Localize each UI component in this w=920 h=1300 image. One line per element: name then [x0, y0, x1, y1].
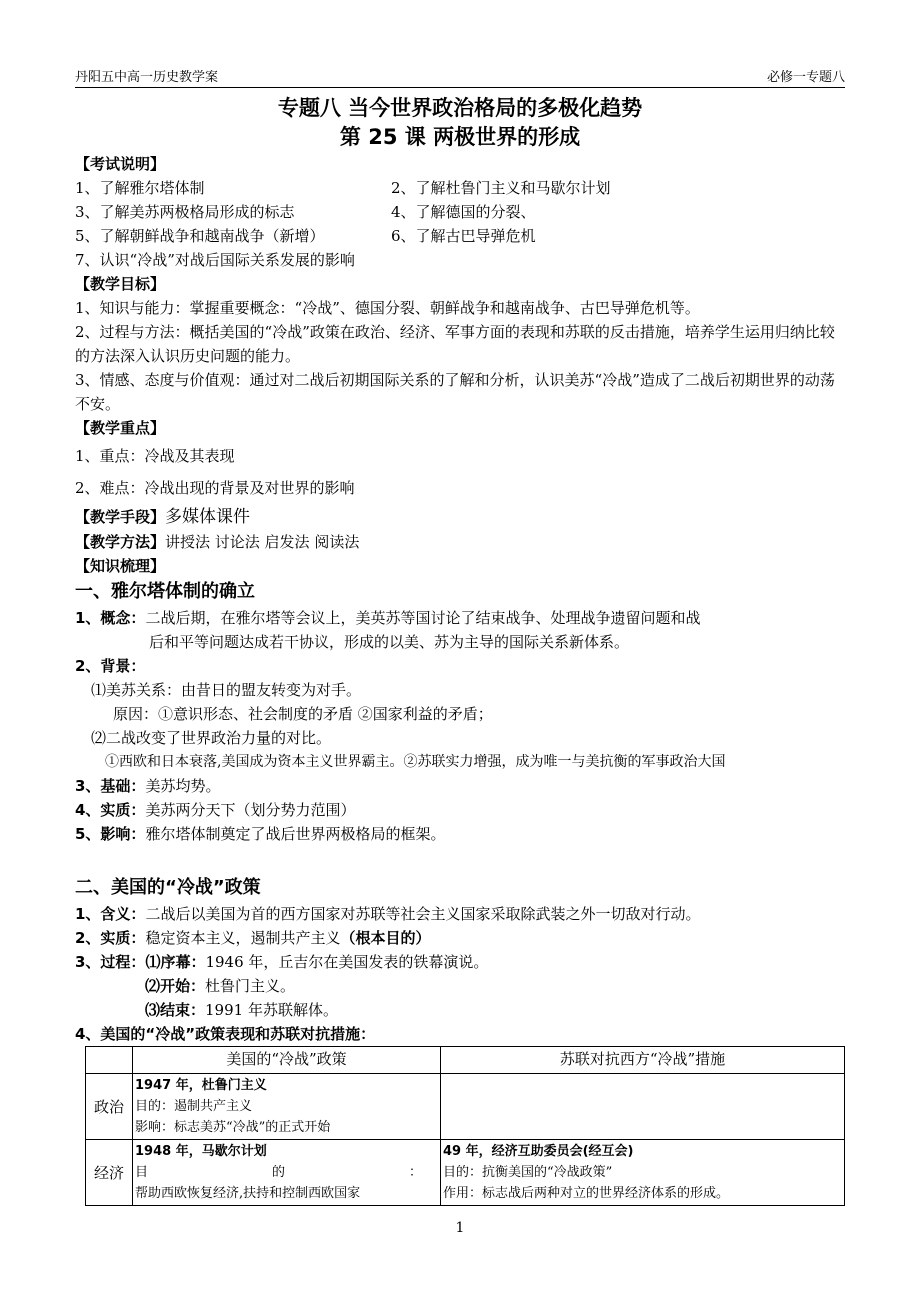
topic-title: 专题八 当今世界政治格局的多极化趋势: [277, 96, 643, 120]
page-number: 1: [455, 1220, 465, 1236]
table-row: [86, 1140, 845, 1206]
background-2-detail: ①西欧和日本衰落,美国成为资本主义世界霸主。②苏联实力增强，成为唯一与美抗衡的军事政治大国: [105, 754, 726, 770]
process-2-label: ⑵开始：: [145, 977, 206, 995]
su-policy-cell: [441, 1140, 845, 1206]
cell-line: 目的：抗衡美国的“冷战政策”: [443, 1165, 613, 1180]
process-label: 3、过程：: [75, 953, 146, 971]
s2-essence-text: 稳定资本主义，遏制共产主义: [145, 929, 341, 947]
cold-war-table: [85, 1046, 845, 1206]
document-page: [75, 66, 845, 1206]
us-policy-cell: [133, 1074, 441, 1140]
basis-label: 3、基础：: [75, 777, 146, 795]
section1-title: 一、雅尔塔体制的确立: [75, 581, 255, 602]
process-1-label: ⑴序幕：: [145, 953, 206, 971]
row-label: 经济: [86, 1140, 133, 1206]
process-1-text: 1946 年，丘吉尔在美国发表的铁幕演说。: [205, 953, 489, 971]
process-3-text: 1991 年苏联解体。: [205, 1001, 338, 1019]
meaning-label: 1、含义：: [75, 905, 146, 923]
cell-line: 作用：标志战后两种对立的世界经济体系的形成。: [443, 1186, 730, 1201]
us-policy-cell: [133, 1140, 441, 1206]
exam-item: 5、了解朝鲜战争和越南战争（新增）: [75, 227, 325, 245]
s2-essence-label: 2、实质：: [75, 929, 146, 947]
lesson-title: 第 25 课 两极世界的形成: [339, 125, 581, 149]
exam-item: 7、认识“冷战”对战后国际关系发展的影响: [75, 251, 355, 269]
key-item: 1、重点：冷战及其表现: [75, 447, 235, 465]
exam-item: 2、了解杜鲁门主义和马歇尔计划: [391, 179, 611, 197]
knowledge-heading: 【知识梳理】: [75, 557, 166, 575]
basis-text: 美苏均势。: [145, 777, 221, 795]
cell-line: 影响：标志美苏“冷战”的正式开始: [135, 1120, 331, 1135]
exam-row: [75, 224, 845, 248]
section2-title: 二、美国的“冷战”政策: [75, 877, 261, 898]
table-header-us: 美国的“冷战”政策: [133, 1047, 441, 1074]
process-2-text: 杜鲁门主义。: [205, 977, 296, 995]
means-label: 【教学手段】: [75, 508, 166, 526]
goals-heading: 【教学目标】: [75, 275, 166, 293]
background-1-reason: 原因：①意识形态、社会制度的矛盾 ②国家利益的矛盾；: [113, 705, 493, 723]
cell-line: 目 的 ：: [135, 1165, 422, 1180]
exam-item: 6、了解古巴导弹危机: [391, 227, 536, 245]
means-value: 多媒体课件: [165, 507, 251, 527]
background-1: ⑴美苏关系：由昔日的盟友转变为对手。: [91, 681, 362, 699]
su-policy-cell: [441, 1074, 845, 1140]
key-heading: 【教学重点】: [75, 419, 166, 437]
cell-line: 帮助西欧恢复经济,扶持和控制西欧国家: [135, 1186, 361, 1201]
page-header: [75, 66, 845, 88]
table-header-blank: [86, 1047, 133, 1074]
meaning-text: 二战后以美国为首的西方国家对苏联等社会主义国家采取除武装之外一切敌对行动。: [145, 905, 701, 923]
row-label: 政治: [86, 1074, 133, 1140]
essence-text: 美苏两分天下（划分势力范围）: [145, 801, 356, 819]
exam-item: 4、了解德国的分裂、: [391, 203, 536, 221]
key-item: 2、难点：冷战出现的背景及对世界的影响: [75, 479, 355, 497]
goal-item: 2、过程与方法：概括美国的“冷战”政策在政治、经济、军事方面的表现和苏联的反击措施，培养学生运用归纳比较的方法深入认识历史问题的能力。: [75, 323, 835, 365]
process-3-label: ⑶结束：: [145, 1001, 206, 1019]
goal-item: 1、知识与能力：掌握重要概念：“冷战”、德国分裂、朝鲜战争和越南战争、古巴导弹危机等。: [75, 299, 700, 317]
cell-line: 1947 年，杜鲁门主义: [135, 1078, 267, 1093]
table-label: 4、美国的“冷战”政策表现和苏联对抗措施：: [75, 1025, 376, 1043]
s2-essence-bold: （根本目的）: [340, 929, 431, 947]
goal-item: 3、情感、态度与价值观：通过对二战后初期国际关系的了解和分析，认识美苏“冷战”造成了二战后初期世界的动荡不安。: [75, 371, 835, 413]
exam-row: [75, 176, 845, 200]
cell-line: 目的：遏制共产主义: [135, 1099, 253, 1114]
impact-text: 雅尔塔体制奠定了战后世界两极格局的框架。: [145, 825, 446, 843]
exam-heading: 【考试说明】: [75, 155, 166, 173]
methods-label: 【教学方法】: [75, 533, 166, 551]
background-label: 2、背景：: [75, 657, 146, 675]
concept-label: 1、概念：: [75, 609, 146, 627]
header-left: 丹阳五中高一历史教学案: [75, 70, 219, 85]
cell-line: 49 年，经济互助委员会(经互会): [443, 1144, 634, 1159]
exam-row: [75, 200, 845, 224]
essence-label: 4、实质：: [75, 801, 146, 819]
background-2: ⑵二战改变了世界政治力量的对比。: [91, 729, 332, 747]
concept-text-cont: 后和平等问题达成若干协议，形成的以美、苏为主导的国际关系新体系。: [149, 633, 630, 651]
exam-item: 3、了解美苏两极格局形成的标志: [75, 203, 295, 221]
exam-item: 1、了解雅尔塔体制: [75, 179, 205, 197]
methods-value: 讲授法 讨论法 启发法 阅读法: [165, 533, 360, 551]
cell-line: 1948 年，马歇尔计划: [135, 1144, 267, 1159]
concept-text: 二战后期，在雅尔塔等会议上，美英苏等国讨论了结束战争、处理战争遗留问题和战: [145, 609, 701, 627]
table-row: [86, 1074, 845, 1140]
header-right: 必修一专题八: [766, 70, 845, 85]
impact-label: 5、影响：: [75, 825, 146, 843]
table-header-su: 苏联对抗西方“冷战”措施: [441, 1047, 845, 1074]
